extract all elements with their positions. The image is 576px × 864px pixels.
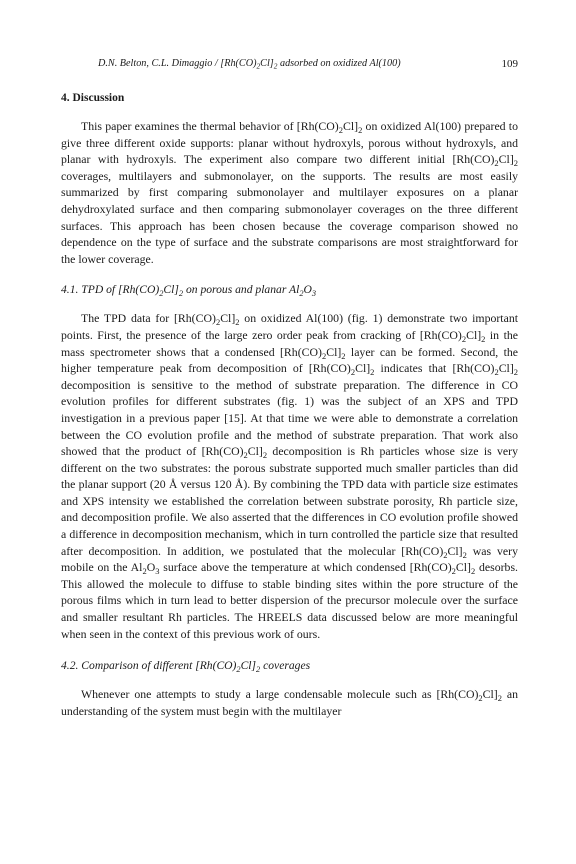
running-head	[61, 58, 518, 74]
section-heading-discussion: 4. Discussion	[61, 92, 125, 104]
tpd-paragraph: The TPD data for $[Rh(CO)_2Cl]_2$ on oxidized Al(100) (fig. 1) demonstrate two important points. First, the presence of the large zero order peak from cracking of $[Rh(CO)_2Cl]_2$ in the mass spectrometer shows that a condensed $[Rh(CO)_2Cl]_2$ layer can be formed. Second, the higher temperature peak from decomposition of $[Rh(CO)_2Cl]_2$ indicates that $[Rh(CO)_2Cl]_2$ decomposition is sensitive to the method of substrate preparation. The difference in CO evolution profiles for different substrates (fig. 1) was the subject of an XPS and TPD investigation in a previous paper [15]. At that time we were able to demonstrate a correlation between the CO evolution profile and the method of substrate preparation. That work also showed that the product of $[Rh(CO)_2Cl]_2$ decomposition is Rh particles whose size is very different on the two substrates: the porous substrate supported much smaller particles than did the planar support (20 Å versus 120 Å). By combining the TPD data with particle size estimates and XPS intensity we established the correlation between substrate porosity, Rh particle size, and decomposition profile. We also asserted that the differences in CO evolution profile showed a difference in decomposition mechanism, which in turn controlled the particle size that resulted after decomposition. In addition, we postulated that the molecular $[Rh(CO)_2Cl]_2$ was very mobile on the $Al_2O_3$ surface above the temperature at which condensed $[Rh(CO)_2Cl]_2$ desorbs. This allowed the molecule to diffuse to stable binding sites within the pore structure of the porous films which in turn lead to better dispersion of the precursor molecule over the surface and smaller resultant Rh particles. The HREELS data discussed below are more meaningful when seen in the context of this previous work of ours.	[61, 311, 519, 641]
journal-page	[61, 58, 518, 719]
discussion-paragraph: This paper examines the thermal behavior of $[Rh(CO)_2Cl]_2$ on oxidized Al(100) prepared to give three different oxide supports: planar without hydroxyls, porous without hydroxyls, and planar with hydroxyls. The experiment also compare two different initial $[Rh(CO)_2Cl]_2$ coverages, multilayers and submonolayer, on the supports. The results are most easily summarized by first comparing submonolayer and multilayer exposures on a planar dehydroxylated surface and then comparing submonolayer coverages on the three different surfaces. This approach has been chosen because the coverage comparison showed no dependence on the type of surface and the substrate comparisons are most straightforward for the lower coverage.	[61, 119, 518, 266]
subsection-heading-coverages: 4.2. Comparison of different $[Rh(CO)_2Cl]_2$ coverages	[61, 659, 311, 675]
running-head-text: D.N. Belton, C.L. Dimaggio / $[Rh(CO)_2Cl]_2$ adsorbed on oxidized Al(100)	[98, 58, 401, 71]
page-number: 109	[501, 58, 518, 70]
subsection-heading-tpd: 4.1. TPD of $[Rh(CO)_2Cl]_2$ on porous and planar $Al_2O_3$	[61, 283, 317, 299]
coverages-paragraph: Whenever one attempts to study a large condensable molecule such as $[Rh(CO)_2Cl]_2$ an understanding of the system must begin with the multilayer	[61, 687, 518, 718]
